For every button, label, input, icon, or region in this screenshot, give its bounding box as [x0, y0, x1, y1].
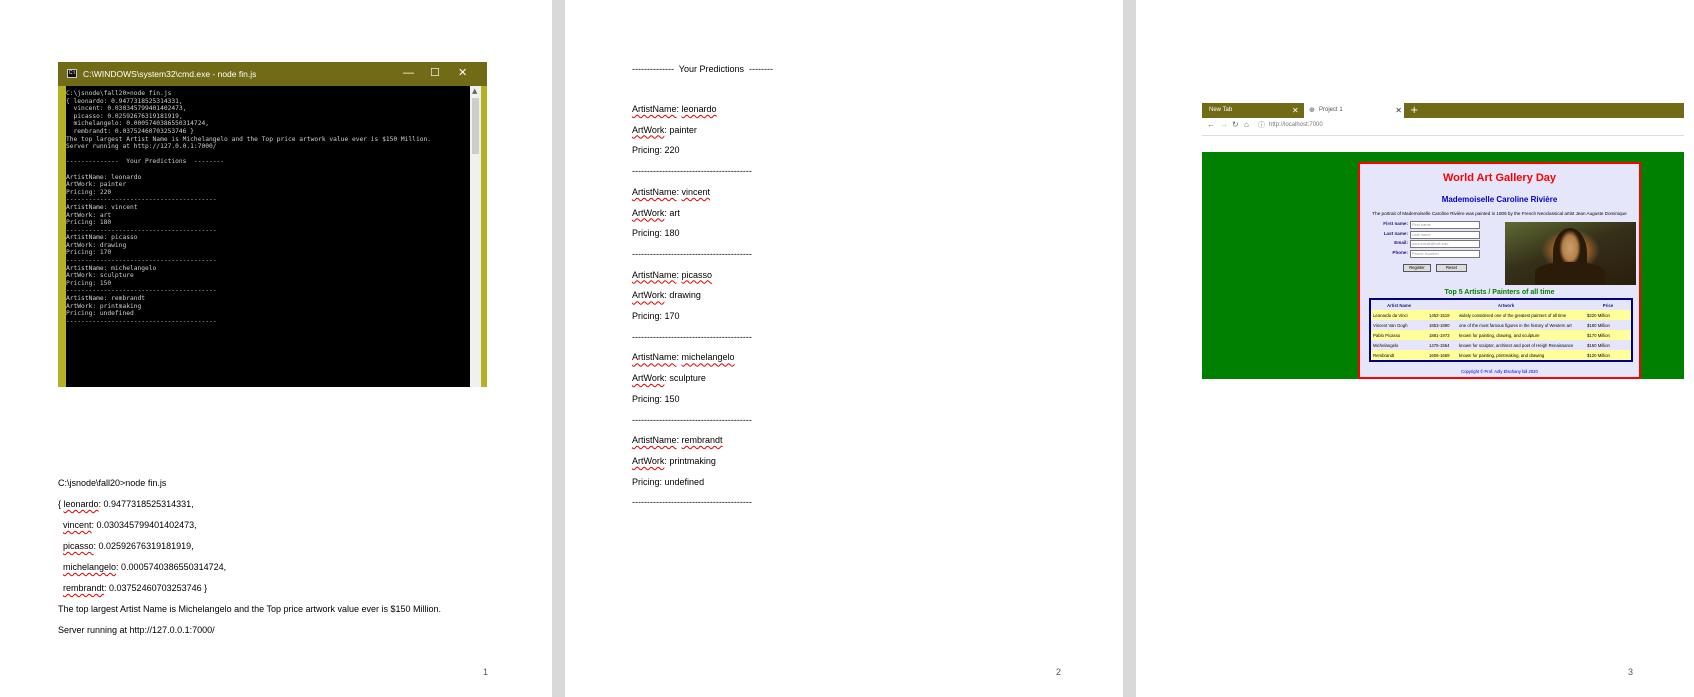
artwork-value: painter	[669, 124, 697, 135]
prediction-artwork	[632, 373, 706, 383]
cell-description: known for painting, drawing, and sculpture	[1457, 330, 1585, 340]
close-tab-icon: ✕	[1292, 106, 1299, 115]
prop-name: picasso	[63, 541, 94, 551]
home-icon: ⌂	[1244, 120, 1249, 129]
label-colon: :	[659, 311, 665, 321]
table-header-row	[1370, 299, 1632, 310]
artist-label: ArtistName	[632, 104, 677, 114]
separator-line: ----------------------------------------	[632, 497, 752, 508]
document-page-2	[565, 0, 1123, 697]
portrait-image	[1505, 222, 1636, 285]
cell-description: one of the most famous figures in the history of Western art	[1457, 320, 1585, 330]
scroll-thumb	[472, 98, 479, 154]
label-colon: :	[664, 373, 670, 384]
maximize-icon: ☐	[430, 67, 440, 79]
separator-line: ----------------------------------------	[632, 166, 752, 177]
form-label: First name:	[1383, 221, 1408, 226]
table-row	[1370, 310, 1632, 320]
prediction-artist	[632, 435, 723, 445]
form-input: Phone Number	[1410, 250, 1480, 258]
form-input: First name	[1410, 221, 1480, 229]
cell-price: $150 Million	[1585, 340, 1632, 350]
globe-icon: ⊕	[1309, 107, 1315, 114]
cell-years: 1881-1973	[1427, 330, 1457, 340]
pricing-value: 220	[664, 145, 680, 156]
label-colon: :	[664, 124, 670, 135]
pricing-value: 150	[664, 393, 680, 404]
page-number: 1	[483, 667, 489, 677]
web-page-content	[1358, 162, 1641, 379]
tab-project-1	[1304, 103, 1404, 118]
prediction-pricing	[632, 228, 680, 238]
form-row	[1364, 221, 1484, 229]
terminal-icon: C:\	[68, 70, 76, 76]
cell-price: $120 Million	[1585, 350, 1632, 361]
browser-screenshot	[1202, 103, 1684, 379]
prediction-artist	[632, 187, 710, 197]
site-description: The portrait of Mademoiselle Caroline Rivière was painted in 1806 by the French Neoclassical artist Jean Auguste Dominique	[1372, 211, 1627, 216]
pricing-value: 170	[664, 311, 680, 321]
label-colon: :	[676, 435, 682, 446]
artist-value: picasso	[681, 269, 713, 280]
page-number: 3	[1628, 667, 1634, 677]
tab-label: New Tab	[1209, 107, 1233, 113]
cell-years: 1452-1519	[1427, 310, 1457, 320]
label-colon: :	[676, 104, 682, 114]
cell-description: known for sculptor, architect and poet of Heigh Renaissance	[1457, 340, 1585, 350]
artist-label: ArtistName	[632, 269, 677, 280]
server-text: Server running at http://127.0.0.1:7000/	[58, 625, 215, 635]
artist-value: rembrandt	[681, 435, 723, 446]
cell-description: widely considered one of the greatest painters of all time	[1457, 310, 1585, 320]
prop-name: rembrandt	[63, 583, 105, 593]
artist-value: michelangelo	[681, 352, 735, 363]
separator-line: ----------------------------------------	[632, 414, 752, 425]
transcript-line	[63, 562, 226, 572]
cell-artist-name: Leonardo da Vinci	[1370, 310, 1427, 320]
pricing-label: Pricing	[632, 228, 660, 239]
summary-text: The top largest Artist Name is Michelangelo and the Top price artwork value ever is $150 Million.	[58, 604, 442, 614]
header-artist-name: Artist Name	[1370, 299, 1427, 310]
artwork-label: ArtWork	[632, 124, 665, 135]
open-brace: {	[58, 499, 64, 509]
transcript-line	[63, 583, 207, 593]
label-colon: :	[659, 145, 665, 156]
scroll-up-icon: ▲	[472, 87, 478, 95]
cell-description: known for painting, printmaking, and drawing	[1457, 350, 1585, 361]
label-colon: :	[659, 476, 665, 487]
new-tab-icon: +	[1410, 105, 1419, 116]
separator-line: ----------------------------------------	[632, 331, 752, 342]
form-row	[1364, 240, 1484, 248]
prediction-pricing	[632, 311, 680, 321]
minimize-icon: —	[403, 67, 414, 79]
label-colon: :	[664, 455, 670, 466]
label-colon: :	[664, 290, 670, 301]
label-colon: :	[659, 228, 665, 239]
form-input: Last name	[1410, 231, 1480, 239]
prop-value: : 0.0005740386550314724,	[116, 562, 227, 572]
console-title: C:\WINDOWS\system32\cmd.exe - node fin.js	[83, 69, 257, 79]
table-row	[1370, 330, 1632, 340]
prediction-artist	[632, 270, 712, 280]
register-button: Register	[1403, 264, 1431, 272]
prediction-separator	[632, 332, 752, 342]
close-icon: ✕	[458, 67, 468, 79]
artwork-label: ArtWork	[632, 373, 665, 384]
artist-label: ArtistName	[632, 435, 677, 446]
prediction-artist	[632, 352, 735, 362]
browser-tabstrip	[1202, 103, 1684, 118]
prediction-pricing	[632, 477, 704, 487]
artists-table	[1369, 298, 1633, 362]
prop-name: leonardo	[63, 499, 99, 509]
table-title: Top 5 Artists / Painters of all time	[1444, 289, 1555, 296]
form-row	[1364, 250, 1484, 258]
console-output-area	[66, 86, 470, 387]
transcript-line	[63, 541, 194, 551]
header-artwork: Artwork	[1427, 299, 1585, 310]
console-screenshot	[58, 62, 487, 387]
header-price: Price	[1585, 299, 1632, 310]
pricing-value: 180	[664, 228, 680, 239]
prediction-artist	[632, 104, 717, 114]
prediction-separator	[632, 249, 752, 259]
table-row	[1370, 350, 1632, 361]
prop-name: vincent	[63, 520, 92, 530]
artwork-label: ArtWork	[632, 455, 665, 466]
cell-years: 1475-1564	[1427, 340, 1457, 350]
site-title: World Art Gallery Day	[1442, 172, 1557, 184]
prediction-artwork	[632, 456, 716, 466]
artwork-label: ArtWork	[632, 290, 665, 301]
console-scrollbar	[470, 86, 481, 387]
artist-value: vincent	[681, 186, 711, 197]
prediction-artwork	[632, 125, 697, 135]
label-colon: :	[664, 207, 670, 218]
info-icon: ⓘ	[1258, 122, 1265, 129]
form-label: Phone:	[1392, 250, 1408, 256]
prop-value: : 0.9477318525314331,	[98, 499, 194, 509]
address-bar-text: http://localhost:7000	[1269, 122, 1323, 128]
page-number: 2	[1056, 667, 1062, 677]
tab-new-tab	[1202, 103, 1302, 118]
form-label: Last name:	[1383, 230, 1408, 236]
portrait-body	[1535, 262, 1605, 285]
pricing-value: undefined	[664, 476, 705, 487]
cell-years: 1606-1669	[1427, 350, 1457, 361]
prop-value: : 0.02592676319181919,	[93, 541, 194, 551]
label-colon: :	[659, 393, 665, 404]
prop-value: : 0.030345799401402473,	[91, 520, 197, 530]
cell-price: $170 Million	[1585, 330, 1632, 340]
artist-value: leonardo	[681, 104, 717, 114]
separator-line: ----------------------------------------	[632, 248, 752, 259]
artwork-value: printmaking	[669, 455, 716, 466]
artwork-value: art	[669, 207, 680, 218]
pricing-label: Pricing	[632, 311, 660, 321]
cell-artist-name: Pablo Picasso	[1370, 330, 1427, 340]
label-colon: :	[676, 186, 682, 197]
cell-artist-name: Michelangelo	[1370, 340, 1427, 350]
pricing-label: Pricing	[632, 145, 660, 156]
document-page-1	[0, 0, 552, 697]
prediction-artwork	[632, 208, 680, 218]
reset-button: Reset	[1436, 264, 1467, 272]
cell-price: $220 Million	[1585, 310, 1632, 320]
cmdline-text: C:\jsnode\fall20>node fin.js	[58, 478, 167, 488]
console-titlebar	[58, 62, 487, 86]
prop-value: : 0.03752460703253746 }	[104, 583, 208, 593]
prediction-separator	[632, 497, 752, 507]
form-label: Email:	[1394, 240, 1408, 246]
prediction-separator	[632, 415, 752, 425]
back-icon: ←	[1207, 120, 1215, 129]
cell-artist-name: Vincent Van Gogh	[1370, 320, 1427, 330]
cell-years: 1853-1890	[1427, 320, 1457, 330]
cell-price: $180 Million	[1585, 320, 1632, 330]
reload-icon: ↻	[1232, 120, 1239, 129]
browser-viewport	[1202, 152, 1684, 379]
prediction-pricing	[632, 145, 680, 155]
artwork-label: ArtWork	[632, 207, 665, 218]
label-colon: :	[676, 352, 682, 363]
cell-artist-name: Rembrandt	[1370, 350, 1427, 361]
predictions-header: -------------- Your Predictions --------	[632, 64, 773, 74]
transcript-line	[58, 499, 194, 509]
forward-icon: →	[1220, 120, 1228, 129]
prop-name: michelangelo	[63, 562, 117, 572]
artist-label: ArtistName	[632, 352, 677, 363]
table-body	[1370, 310, 1632, 361]
form-input: your.email@bcit.edu	[1410, 240, 1480, 248]
browser-toolbar	[1202, 118, 1684, 136]
site-subtitle: Mademoiselle Caroline Rivière	[1441, 195, 1558, 204]
pricing-label: Pricing	[632, 393, 660, 404]
label-colon: :	[676, 269, 682, 280]
pricing-label: Pricing	[632, 476, 660, 487]
copyright-text: Copyright © Prof. Adly Elsohany fall 2020	[1461, 369, 1538, 374]
table-row	[1370, 320, 1632, 330]
artwork-value: sculpture	[669, 373, 706, 384]
tab-label: Project 1	[1319, 107, 1343, 113]
document-page-3	[1136, 0, 1694, 697]
close-tab-icon: ✕	[1395, 106, 1402, 115]
artist-label: ArtistName	[632, 186, 677, 197]
prediction-artwork	[632, 290, 701, 300]
form-row	[1364, 231, 1484, 239]
prediction-pricing	[632, 394, 680, 404]
transcript-line	[63, 520, 197, 530]
console-output: C:\jsnode\fall20>node fin.js { leonardo: 0.9477318525314331, vincent: 0.030345799401402473, picasso: 0.02592676319181919, michelangelo: 0.0005740386550314724, rembrandt: 0.03752460703253746 } The top largest Artist Name is Michelangelo and the Top price artwork value ever is $150 Million. Server running at http://127.0.0.1:7000/ -------------- Your Predictions -------- ArtistName: leonardo ArtWork: painter Pricing: 220 ---------------------------------------- ArtistName: vincent ArtWork: art Pricing: 180 ---------------------------------------- ArtistName: picasso ArtWork: drawing Pricing: 170 ---------------------------------------- ArtistName: michelangelo ArtWork: sculpture Pricing: 150 ---------------------------------------- ArtistName: rembrandt ArtWork: printmaking Pricing: undefined ----------------------------------------	[66, 90, 431, 325]
prediction-separator	[632, 166, 752, 176]
artwork-value: drawing	[669, 290, 701, 301]
table-row	[1370, 340, 1632, 350]
